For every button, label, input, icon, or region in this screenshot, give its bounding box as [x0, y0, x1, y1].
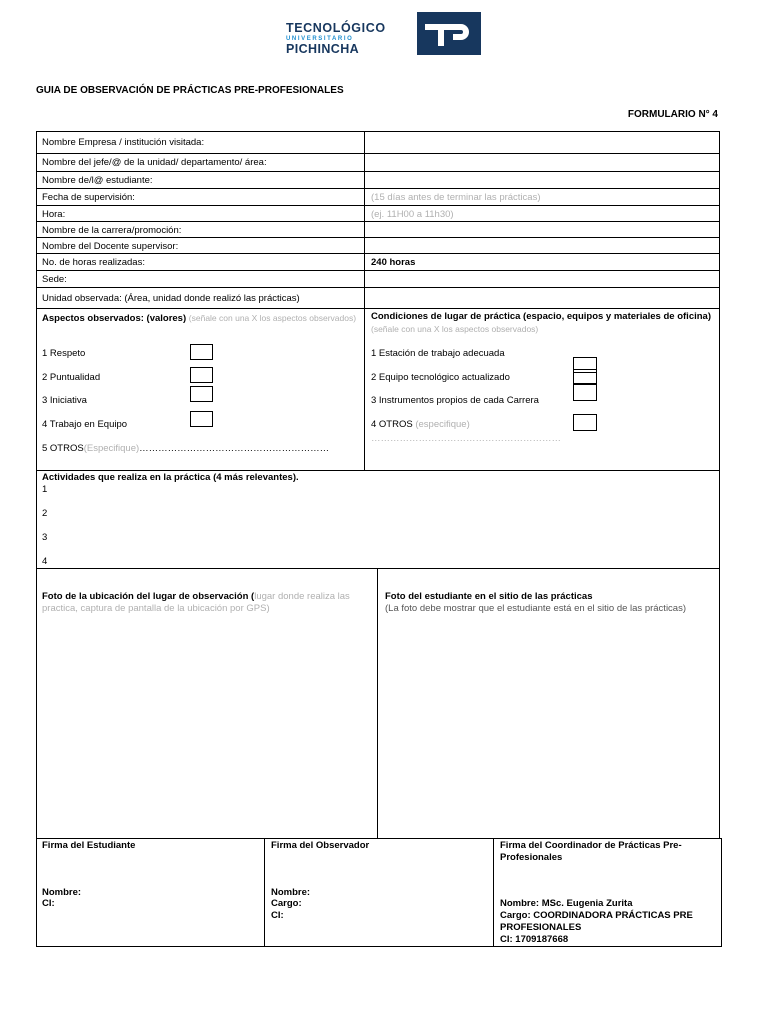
- condition-item: 2 Equipo tecnológico actualizado: [371, 372, 510, 383]
- logo-line-1: TECNOLÓGICO: [286, 21, 386, 35]
- coordinator-ci: CI: 1709187668: [500, 934, 569, 945]
- condition-item: 3 Instrumentos propios de cada Carrera: [371, 395, 539, 406]
- aspect-other-dots: ……………………………………………………: [139, 443, 330, 454]
- student-signature-title: Firma del Estudiante: [42, 840, 136, 851]
- photo-location-hint: lugar donde realiza las practica, captura de pantalla de la ubicación por GPS): [42, 591, 350, 614]
- row-value-hours[interactable]: 240 horas: [371, 257, 416, 268]
- form-number: FORMULARIO N° 4: [627, 109, 718, 120]
- condition-item: 1 Estación de trabajo adecuada: [371, 348, 505, 359]
- row-label-date: Fecha de supervisión:: [42, 192, 135, 203]
- row-label-company: Nombre Empresa / institución visitada:: [42, 137, 205, 148]
- aspect-item: 2 Puntualidad: [42, 372, 101, 383]
- activity-item[interactable]: 4: [42, 556, 48, 567]
- aspect-checkbox[interactable]: [190, 386, 213, 402]
- condition-other-label: 4 OTROS: [371, 419, 413, 430]
- activities-title: Actividades que realiza en la práctica (4 más relevantes).: [42, 472, 299, 483]
- photo-student-hint: (La foto debe mostrar que el estudiante está en el sitio de las prácticas): [385, 603, 687, 614]
- row-label-career: Nombre de la carrera/promoción:: [42, 225, 182, 236]
- aspect-checkbox[interactable]: [190, 344, 213, 360]
- aspect-item: 4 Trabajo en Equipo: [42, 419, 128, 430]
- student-name-label[interactable]: Nombre:: [42, 887, 82, 898]
- coordinator-name: Nombre: MSc. Eugenia Zurita: [500, 898, 633, 909]
- logo-line-2: UNIVERSITARIO: [286, 35, 354, 42]
- conditions-title: Condiciones de lugar de práctica (espacio, equipos y materiales de oficina): [371, 311, 711, 322]
- activity-item[interactable]: 1: [42, 484, 48, 495]
- row-label-hours: No. de horas realizadas:: [42, 257, 145, 268]
- logo-line-3: PICHINCHA: [286, 41, 360, 56]
- activity-item[interactable]: 3: [42, 532, 48, 543]
- observer-signature-title: Firma del Observador: [271, 840, 370, 851]
- row-label-unit: Unidad observada: (Área, unidad donde realizó las prácticas): [42, 293, 300, 304]
- photo-location-title: Foto de la ubicación del lugar de observación (: [42, 591, 255, 602]
- photo-student-area[interactable]: [385, 620, 715, 830]
- row-label-time: Hora:: [42, 209, 66, 220]
- photo-location-area[interactable]: [42, 620, 372, 830]
- photo-location-caption: [42, 591, 370, 615]
- aspects-title: Aspectos observados: (valores): [42, 313, 187, 324]
- row-value-date-hint[interactable]: (15 días antes de terminar las prácticas): [371, 192, 541, 203]
- aspects-hint: (señale con una X los aspectos observados): [188, 313, 357, 323]
- aspect-checkbox[interactable]: [190, 367, 213, 383]
- row-label-student: Nombre de/l@ estudiante:: [42, 175, 153, 186]
- activity-item[interactable]: 2: [42, 508, 48, 519]
- conditions-hint: (señale con una X los aspectos observados): [371, 324, 539, 334]
- condition-other[interactable]: [371, 419, 470, 430]
- logo-mark-icon: [417, 12, 481, 55]
- observer-cargo-label[interactable]: Cargo:: [271, 898, 302, 909]
- condition-other-dots: ……………………………………………………: [371, 433, 561, 444]
- institution-logo-text: [286, 22, 412, 55]
- document-title: GUIA DE OBSERVACIÓN DE PRÁCTICAS PRE-PROFESIONALES: [36, 85, 344, 96]
- condition-other-hint: (especifique): [415, 419, 470, 430]
- coordinator-signature-title: Firma del Coordinador de Prácticas Pre-Profesionales: [500, 840, 682, 863]
- photo-student-title: Foto del estudiante en el sitio de las prácticas: [385, 591, 593, 602]
- row-label-campus: Sede:: [42, 274, 67, 285]
- aspect-other[interactable]: [42, 443, 329, 454]
- row-label-teacher: Nombre del Docente supervisor:: [42, 241, 179, 252]
- aspects-section: [42, 312, 360, 325]
- row-label-supervisor-head: Nombre del jefe/@ de la unidad/ departamento/ área:: [42, 157, 267, 168]
- observer-name-label[interactable]: Nombre:: [271, 887, 311, 898]
- aspect-other-hint: (Especifique): [83, 443, 140, 454]
- aspect-other-label: 5 OTROS: [42, 443, 84, 454]
- condition-checkbox[interactable]: [573, 414, 597, 431]
- aspect-item: 1 Respeto: [42, 348, 86, 359]
- photo-student-caption: [385, 591, 715, 615]
- conditions-section: [371, 311, 716, 336]
- row-value-time-hint[interactable]: (ej. 11H00 a 11h30): [371, 209, 454, 220]
- aspect-checkbox[interactable]: [190, 411, 213, 427]
- aspect-item: 3 Iniciativa: [42, 395, 87, 406]
- condition-checkbox[interactable]: [573, 383, 597, 401]
- observer-ci-label[interactable]: CI:: [271, 910, 284, 921]
- student-ci-label[interactable]: CI:: [42, 898, 55, 909]
- coordinator-cargo: Cargo: COORDINADORA PRÁCTICAS PRE PROFESIONALES: [500, 910, 693, 933]
